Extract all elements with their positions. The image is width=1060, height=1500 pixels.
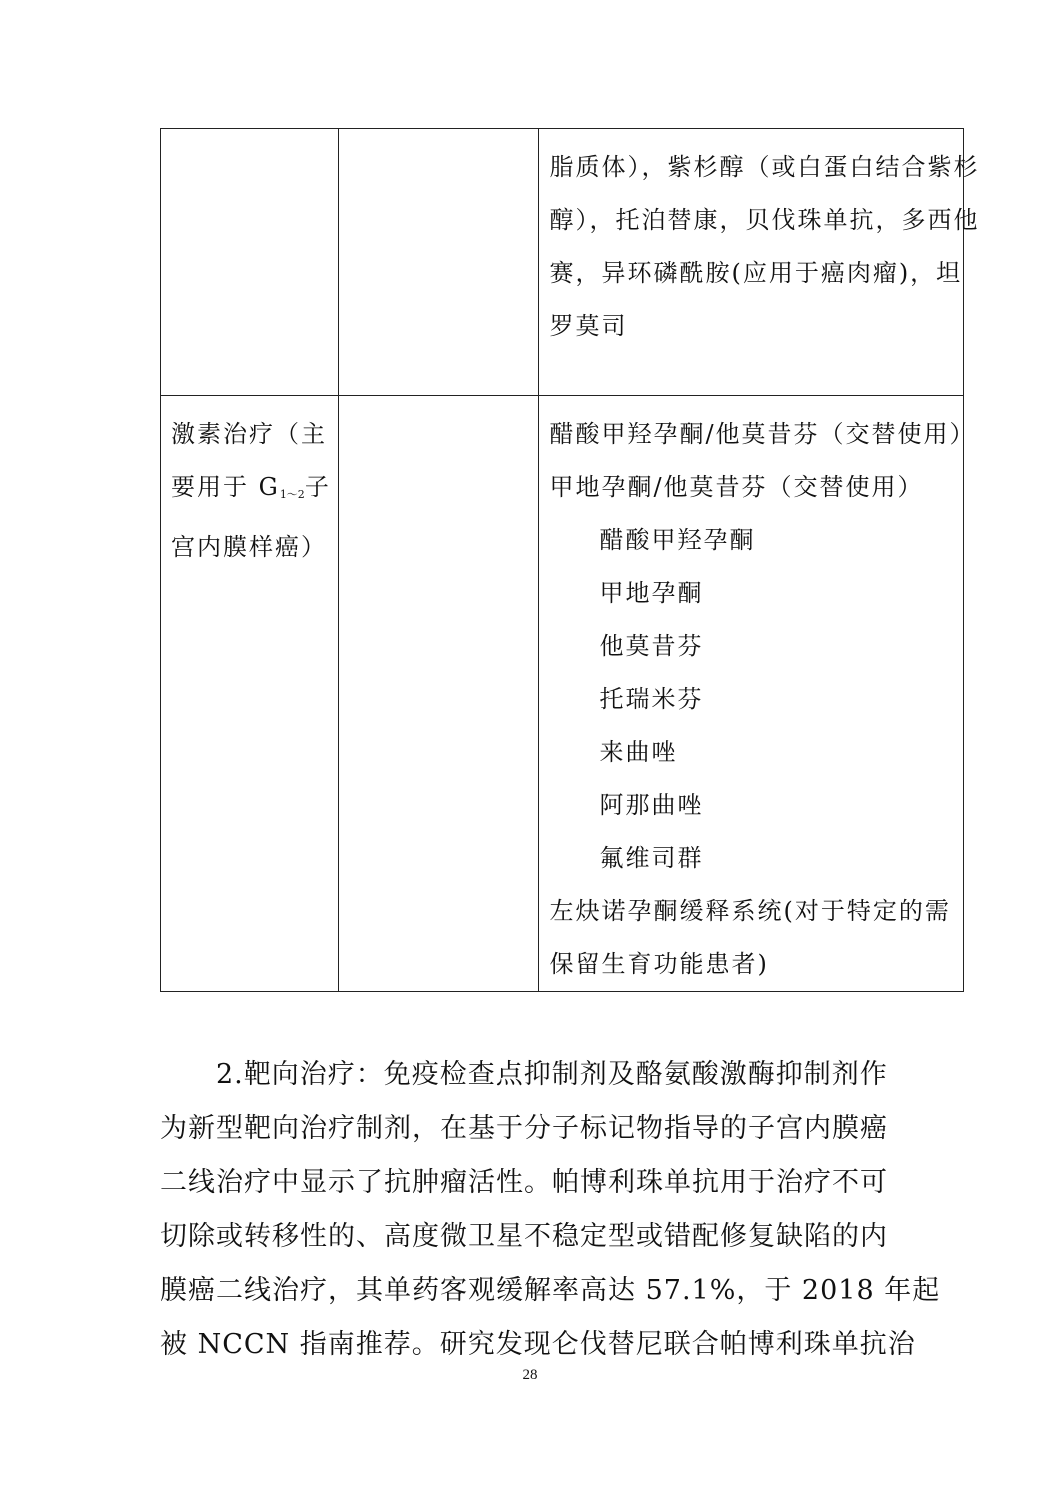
drug-list (539, 396, 976, 991)
drug-line: 甲地孕酮 (599, 579, 704, 607)
drug-line: 他莫昔芬 (599, 632, 704, 660)
drug-line: 氟维司群 (599, 844, 704, 872)
drug-line: 托瑞米芬 (599, 685, 704, 713)
paragraph-line: 膜癌二线治疗，其单药客观缓解率高达 57.1%，于 2018 年起 (160, 1275, 941, 1306)
table-cell-category (161, 129, 339, 396)
table-row (161, 396, 964, 992)
grade-subscript: 1～2 (279, 488, 305, 501)
drug-line: 甲地孕酮/他莫昔芬（交替使用） (549, 473, 924, 501)
paragraph-line: 二线治疗中显示了抗肿瘤活性。帕博利珠单抗用于治疗不可 (160, 1167, 888, 1198)
table-cell-drugs (539, 396, 976, 992)
drug-line: 保留生育功能患者) (549, 950, 769, 978)
paragraph-line: 为新型靶向治疗制剂，在基于分子标记物指导的子宫内膜癌 (160, 1113, 888, 1144)
table-cell-empty (339, 129, 539, 396)
drug-line: 醇），托泊替康，贝伐珠单抗，多西他 (549, 206, 980, 234)
table-cell-empty (339, 396, 539, 992)
drug-list (539, 129, 980, 353)
page-number: 28 (522, 1367, 538, 1383)
drug-line: 左炔诺孕酮缓释系统(对于特定的需 (549, 897, 951, 925)
table-cell-drugs (539, 129, 980, 396)
treatment-table (160, 128, 980, 992)
paragraph-line: 切除或转移性的、高度微卫星不稳定型或错配修复缺陷的内 (160, 1221, 888, 1252)
drug-line: 来曲唑 (599, 738, 678, 766)
drug-line: 罗莫司 (549, 312, 628, 340)
drug-line: 醋酸甲羟孕酮/他莫昔芬（交替使用） (549, 420, 976, 448)
drug-line: 赛，异环磷酰胺(应用于癌肉瘤)，坦 (549, 259, 963, 287)
table-cell-category (161, 396, 339, 992)
drug-line: 醋酸甲羟孕酮 (599, 526, 756, 554)
body-paragraph (160, 1048, 941, 1372)
drug-line: 脂质体），紫杉醇（或白蛋白结合紫杉 (549, 153, 980, 181)
drug-line: 阿那曲唑 (599, 791, 704, 819)
paragraph-line: 2.靶向治疗：免疫检查点抑制剂及酪氨酸激酶抑制剂作 (216, 1059, 888, 1090)
category-label: 激素治疗（主 要用于 $G_{1\sim 2}$子 宫内膜样癌） (171, 420, 331, 561)
paragraph-line: 被 NCCN 指南推荐。研究发现仑伐替尼联合帕博利珠单抗治 (160, 1329, 916, 1360)
table-row (161, 129, 964, 396)
